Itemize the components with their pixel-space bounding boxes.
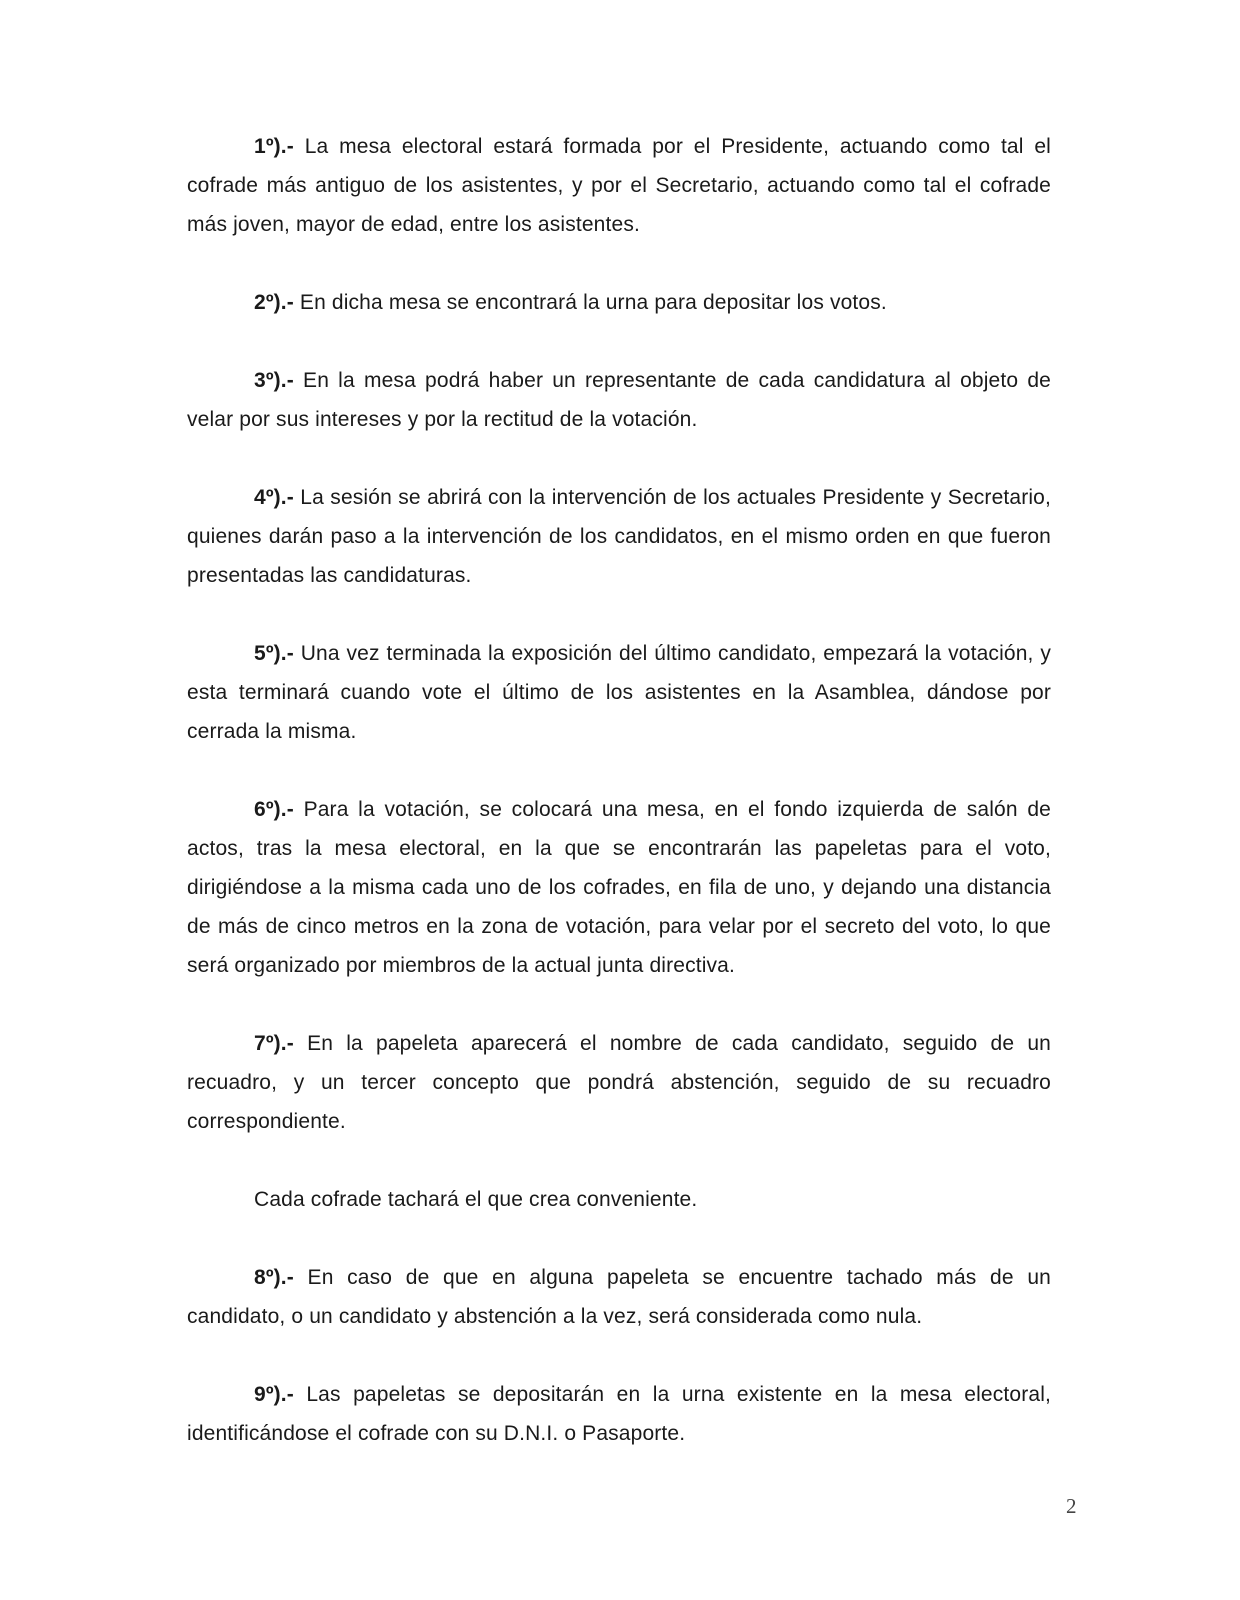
- paragraph-number: 8º).-: [254, 1266, 294, 1289]
- paragraph-rule-7: [187, 1024, 1051, 1141]
- paragraph-text: Cada cofrade tachará el que crea conveniente.: [254, 1188, 698, 1211]
- paragraph-text: Las papeletas se depositarán en la urna existente en la mesa electoral, identificándose el cofrade con su D.N.I. o Pasaporte.: [187, 1383, 1051, 1445]
- paragraph-text: En la mesa podrá haber un representante de cada candidatura al objeto de velar por sus intereses y por la rectitud de la votación.: [187, 369, 1051, 431]
- paragraph-rule-9: [187, 1375, 1051, 1453]
- paragraph-text: La mesa electoral estará formada por el Presidente, actuando como tal el cofrade más antiguo de los asistentes, y por el Secretario, actuando como tal el cofrade más joven, mayor de edad, entre los asistentes.: [187, 135, 1051, 236]
- paragraph-number: 1º).-: [254, 135, 294, 158]
- paragraph-number: 9º).-: [254, 1383, 294, 1406]
- page-number: 2: [1066, 1494, 1077, 1518]
- paragraph-rule-8: [187, 1258, 1051, 1336]
- paragraph-text: Una vez terminada la exposición del último candidato, empezará la votación, y esta terminará cuando vote el último de los asistentes en la Asamblea, dándose por cerrada la misma.: [187, 642, 1051, 743]
- paragraph-rule-5: [187, 634, 1051, 751]
- paragraph-number: 2º).-: [254, 291, 294, 314]
- paragraph-rule-2: [187, 283, 1051, 322]
- paragraph-note: [187, 1180, 1051, 1219]
- paragraph-rule-1: [187, 127, 1051, 244]
- paragraph-rule-3: [187, 361, 1051, 439]
- paragraph-number: 3º).-: [254, 369, 294, 392]
- paragraph-text: La sesión se abrirá con la intervención de los actuales Presidente y Secretario, quienes darán paso a la intervención de los candidatos, en el mismo orden en que fueron presentadas las candidaturas.: [187, 486, 1051, 587]
- paragraph-number: 7º).-: [254, 1032, 294, 1055]
- paragraph-rule-4: [187, 478, 1051, 595]
- paragraph-text: En caso de que en alguna papeleta se encuentre tachado más de un candidato, o un candidato y abstención a la vez, será considerada como nula.: [187, 1266, 1051, 1328]
- paragraph-number: 6º).-: [254, 798, 294, 821]
- paragraph-number: 4º).-: [254, 486, 294, 509]
- paragraph-text: Para la votación, se colocará una mesa, en el fondo izquierda de salón de actos, tras la mesa electoral, en la que se encontrarán las papeletas para el voto, dirigiéndose a la misma cada uno de los cofrades, en fila de uno, y dejando una distancia de más de cinco metros en la zona de votación, para velar por el secreto del voto, lo que será organizado por miembros de la actual junta directiva.: [187, 798, 1051, 977]
- paragraph-text: En la papeleta aparecerá el nombre de cada candidato, seguido de un recuadro, y un tercer concepto que pondrá abstención, seguido de su recuadro correspondiente.: [187, 1032, 1051, 1133]
- paragraph-number: 5º).-: [254, 642, 294, 665]
- paragraph-text: En dicha mesa se encontrará la urna para depositar los votos.: [293, 291, 887, 314]
- document-body: [187, 127, 1051, 1492]
- paragraph-rule-6: [187, 790, 1051, 985]
